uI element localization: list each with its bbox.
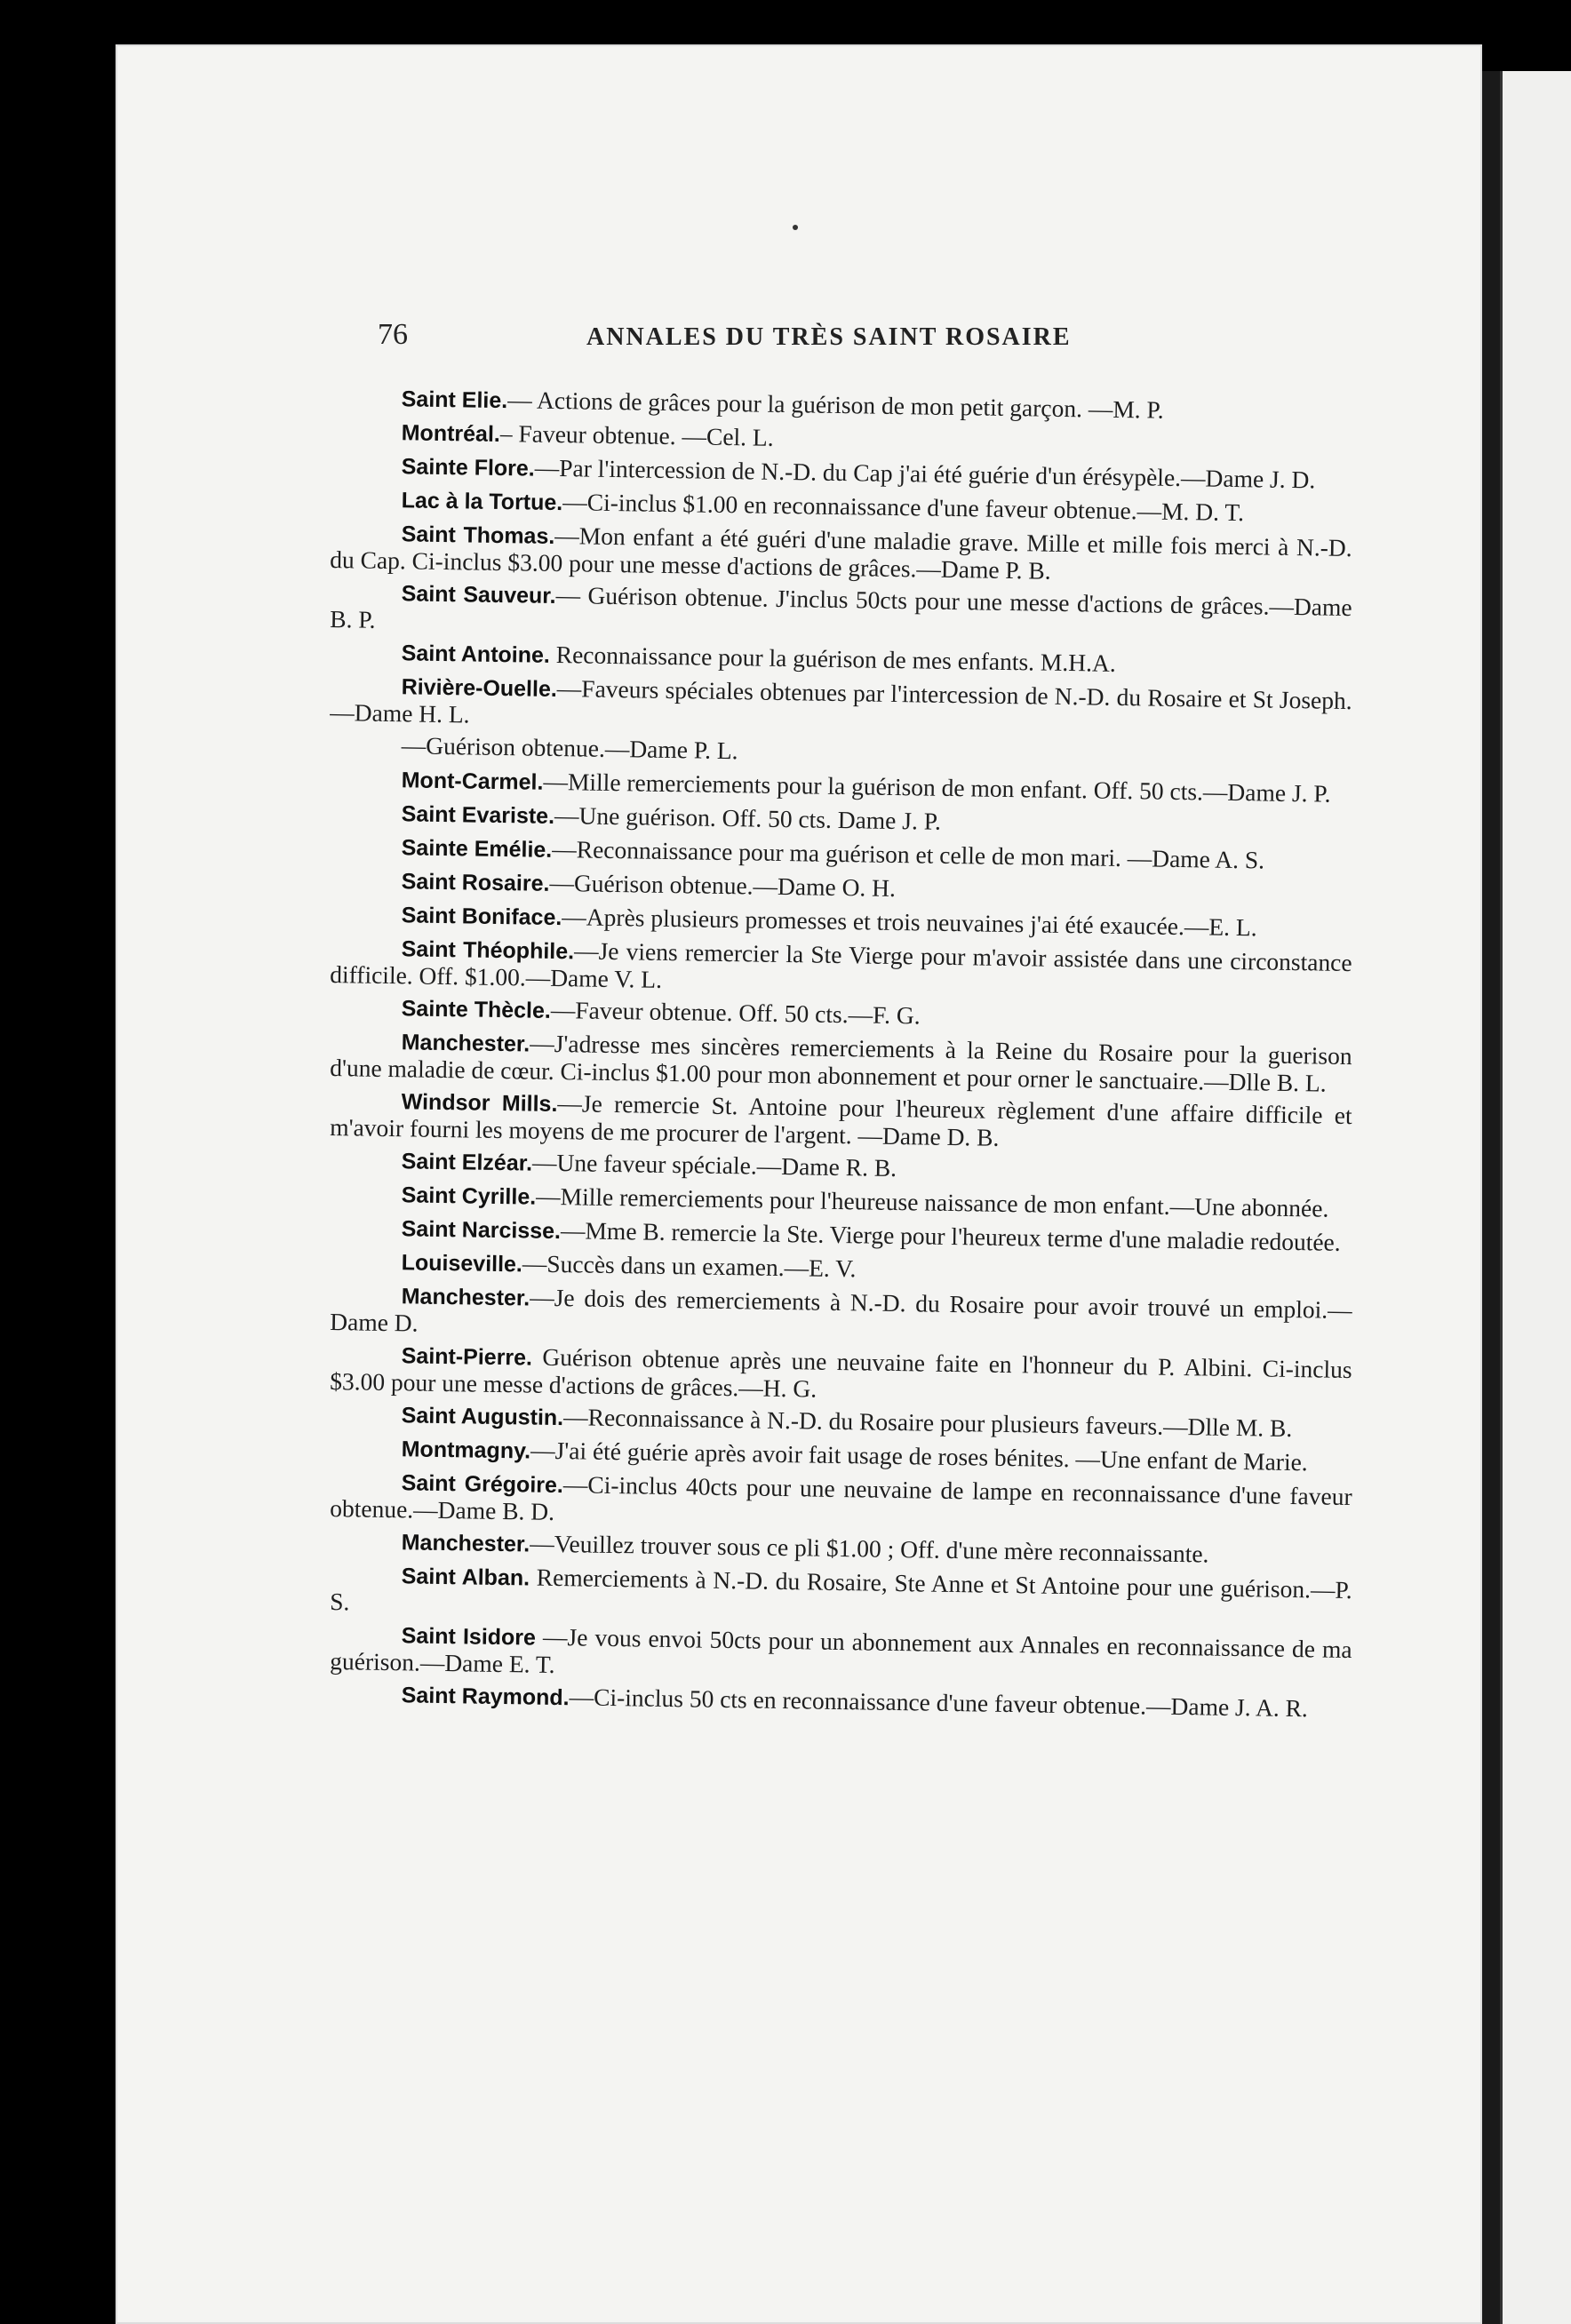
entry-text: Guérison obtenue après une neuvaine faite en l'honneur du P. Albini. Ci-inclus $3.00 pour une messe d'actions de grâces.—H. G. <box>330 1342 1352 1403</box>
entry-text: —J'adresse mes sincères remerciements à la Reine du Rosaire pour la guerison d'une maladie de cœur. Ci-inclus $1.00 pour mon abonnement et pour orner le sanctuaire.—Dlle B. L. <box>330 1029 1352 1097</box>
entry-text: —Succès dans un examen.—E. V. <box>522 1249 857 1283</box>
entry-text: —Faveurs spéciales obtenues par l'intercession de N.-D. du Rosaire et St Joseph.—Dame H. L. <box>330 674 1352 728</box>
entry-text: —Après plusieurs promesses et trois neuvaines j'ai été exaucée.—E. L. <box>562 903 1257 942</box>
entry-place: Saint Théophile. <box>401 936 575 965</box>
entry-text: —Faveur obtenue. Off. 50 cts.—F. G. <box>550 995 921 1030</box>
entry-place: Lac à la Tortue. <box>401 488 563 516</box>
page-gutter <box>1482 71 1500 2324</box>
entry-text: Reconnaissance pour la guérison de mes enfants. M.H.A. <box>549 640 1116 677</box>
entry-place: Saint Cyrille. <box>401 1182 537 1210</box>
entry-place: Sainte Flore. <box>401 454 535 482</box>
entry-place: Montréal. <box>401 420 501 447</box>
entry-text: —Ci-inclus 40cts pour une neuvaine de lampe en reconnaissance d'une faveur obtenue.—Dame B. D. <box>330 1470 1352 1525</box>
list-item <box>330 1027 1352 1096</box>
entry-place: Saint Elzéar. <box>401 1149 533 1176</box>
entry-text: —Guérison obtenue.—Dame P. L. <box>401 731 738 765</box>
adjacent-page-edge <box>1500 71 1571 2324</box>
entry-place: Saint Isidore <box>401 1623 537 1651</box>
entry-place: Saint Sauveur. <box>401 581 556 609</box>
entry-place: Saint Augustin. <box>401 1403 564 1431</box>
entry-place: Manchester. <box>401 1030 530 1057</box>
list-item <box>330 1468 1352 1537</box>
running-title: ANNALES DU TRÈS SAINT ROSAIRE <box>586 323 1072 351</box>
entry-text: —Mon enfant a été guéri d'une maladie grave. Mille et mille fois merci à N.-D. du Cap. Ci-inclus $3.00 pour une messe d'actions de grâces.—Dame P. B. <box>330 521 1352 585</box>
list-item <box>330 1281 1352 1350</box>
list-item <box>330 519 1352 588</box>
list-item <box>330 578 1352 648</box>
entry-place: Manchester. <box>401 1530 530 1557</box>
entry-place: Saint-Pierre. <box>401 1343 533 1371</box>
entry-place: Rivière-Ouelle. <box>401 674 558 703</box>
entry-place: Saint Grégoire. <box>401 1470 564 1499</box>
entry-place: Saint Antoine. <box>401 641 551 668</box>
entry-text: —Mme B. remercie la Ste. Vierge pour l'heureux terme d'une maladie redoutée. <box>560 1216 1341 1256</box>
entry-place: Manchester. <box>401 1284 530 1311</box>
entry-text: —Une guérison. Off. 50 cts. Dame J. P. <box>554 800 942 835</box>
page-header <box>378 318 1177 371</box>
entry-list <box>330 384 1352 1723</box>
entry-text: —Mille remerciements pour l'heureuse naissance de mon enfant.—Une abonnée. <box>535 1182 1329 1222</box>
entry-text: —Veuillez trouver sous ce pli $1.00 ; Off. d'une mère reconnaissante. <box>530 1529 1209 1568</box>
entry-text: —J'ai été guérie après avoir fait usage de roses bénites. —Une enfant de Marie. <box>530 1436 1308 1476</box>
entry-place: Saint Rosaire. <box>401 869 550 896</box>
entry-place: Saint Narcisse. <box>401 1216 562 1245</box>
entry-place: Saint Thomas. <box>401 521 555 549</box>
entry-text: — Guérison obtenue. J'inclus 50cts pour une messe d'actions de grâces.—Dame B. P. <box>330 580 1352 633</box>
entry-text: —Ci-inclus $1.00 en reconnaissance d'une faveur obtenue.—M. D. T. <box>562 488 1245 527</box>
entry-place: Saint Boniface. <box>401 903 562 931</box>
entry-text: —Ci-inclus 50 cts en reconnaissance d'une faveur obtenue.—Dame J. A. R. <box>569 1683 1309 1723</box>
entry-place: Saint Raymond. <box>401 1683 570 1711</box>
entry-place: Saint Elie. <box>401 386 508 414</box>
entry-text: —Une faveur spéciale.—Dame R. B. <box>531 1148 897 1182</box>
list-item <box>330 1620 1352 1690</box>
scan-speck <box>793 225 798 230</box>
page-number: 76 <box>378 318 408 351</box>
entry-text: —Je dois des remerciements à N.-D. du Rosaire pour avoir trouvé un emploi.—Dame D. <box>330 1283 1352 1337</box>
list-item <box>330 1561 1352 1630</box>
entry-text: —Je remercie St. Antoine pour l'heureux règlement d'une affaire difficile et m'avoir fourni les moyens de me procurer de l'argent. —Dame D. B. <box>330 1089 1352 1151</box>
entry-text: —Mille remerciements pour la guérison de mon enfant. Off. 50 cts.—Dame J. P. <box>543 767 1331 808</box>
entry-place: Saint Evariste. <box>401 801 555 829</box>
entry-text: —Je vous envoi 50cts pour un abonnement aux Annales en reconnaissance de ma guérison.—Dame E. T. <box>330 1622 1352 1678</box>
entry-text: Remerciements à N.-D. du Rosaire, Ste Anne et St Antoine pour une guérison.—P. S. <box>330 1563 1352 1616</box>
list-item <box>330 934 1352 1003</box>
entry-place: Sainte Emélie. <box>401 835 553 863</box>
entry-place: Sainte Thècle. <box>401 996 552 1023</box>
entry-text: —Par l'intercession de N.-D. du Cap j'ai été guérie d'un érésypèle.—Dame J. D. <box>534 453 1316 494</box>
entry-place: Saint Alban. <box>401 1564 530 1591</box>
entry-place: Windsor Mills. <box>401 1089 558 1118</box>
entry-text: —Reconnaissance à N.-D. du Rosaire pour plusieurs faveurs.—Dlle M. B. <box>562 1403 1293 1443</box>
list-item <box>330 1341 1352 1410</box>
entry-text: – Faveur obtenue. —Cel. L. <box>499 419 774 451</box>
entry-place: Montmagny. <box>401 1437 531 1464</box>
entry-place: Mont-Carmel. <box>401 768 544 795</box>
entry-text: —Guérison obtenue.—Dame O. H. <box>549 868 897 902</box>
entry-text: — Actions de grâces pour la guérison de mon petit garçon. —M. P. <box>506 386 1164 424</box>
list-item <box>330 1086 1352 1156</box>
entry-place: Louiseville. <box>401 1250 523 1277</box>
entry-text: —Reconnaissance pour ma guérison et celle de mon mari. —Dame A. S. <box>552 834 1265 874</box>
entry-text: —Je viens remercier la Ste Vierge pour m'avoir assistée dans une circonstance difficile. Off. $1.00.—Dame V. L. <box>330 936 1352 993</box>
list-item <box>330 672 1352 741</box>
